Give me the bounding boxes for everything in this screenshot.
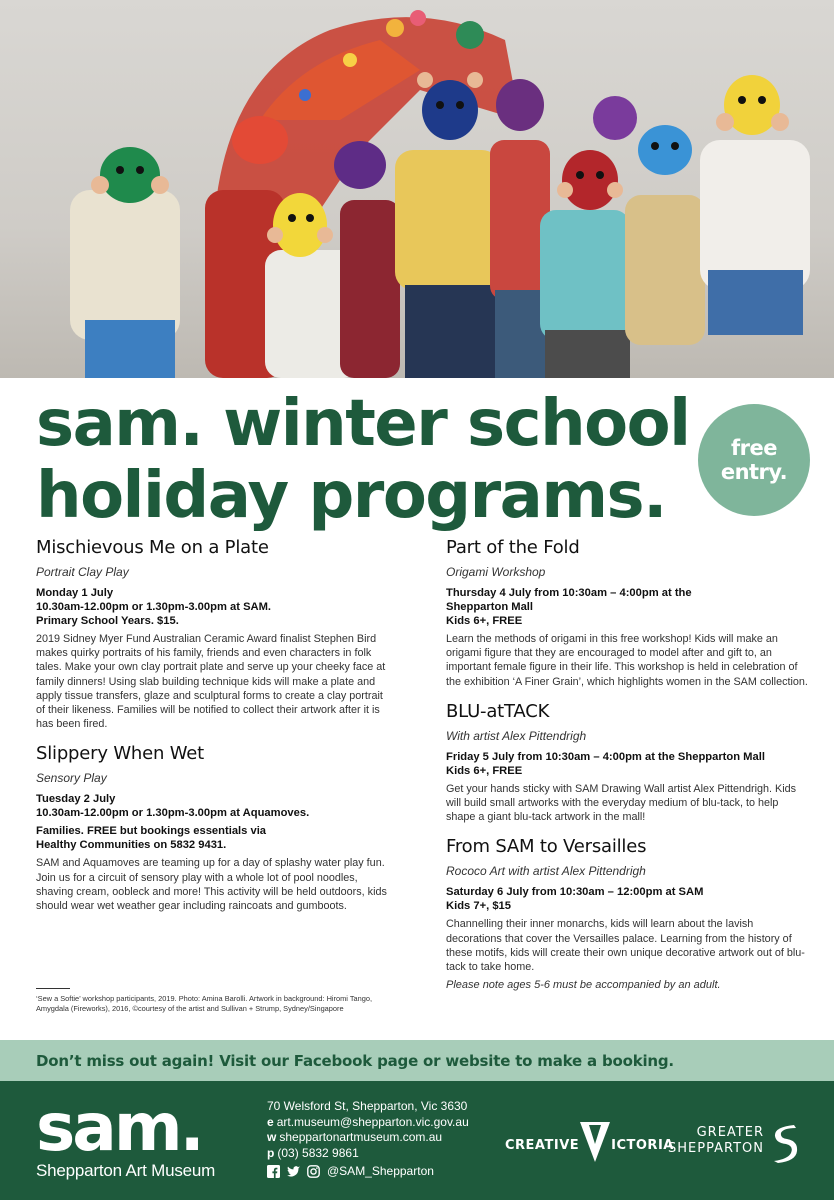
program-audience: Primary School Years. $15.	[36, 615, 179, 627]
program-date: Monday 1 July	[36, 587, 114, 599]
program-mischievous-me	[36, 537, 390, 731]
facebook-icon[interactable]	[267, 1165, 280, 1178]
twitter-icon[interactable]	[287, 1165, 300, 1178]
program-details	[446, 885, 810, 913]
program-subtitle: Sensory Play	[36, 771, 107, 786]
program-subtitle: Portrait Clay Play	[36, 565, 129, 579]
program-description: SAM and Aquamoves are teaming up for a day of splashy water play fun. Join us for a circuit of sensory play with a whole lot of pool noodles, shaving cream, oobleck and more! This activity will be held outdoors, kids should wear wet weather gear including raincoats and gumboots.	[36, 857, 387, 913]
contact-details	[267, 1099, 469, 1180]
program-subtitle: Origami Workshop	[446, 565, 546, 579]
program-date: Thursday 4 July from 10:30am – 4:00pm at the	[446, 587, 692, 599]
website-link[interactable]: sheppartonartmuseum.com.au	[279, 1130, 443, 1144]
programs-left-column	[36, 537, 390, 925]
page-title	[36, 388, 696, 532]
title-line-2: holiday programs.	[36, 459, 666, 533]
program-note: Please note ages 5-6 must be accompanied by an adult.	[446, 979, 721, 992]
title-line-1: sam. winter school	[36, 387, 690, 461]
creative-victoria-text-right: ICTORIA	[611, 1137, 674, 1153]
program-details	[446, 750, 810, 778]
address: 70 Welsford St, Shepparton, Vic 3630	[267, 1099, 468, 1113]
program-date: Friday 5 July from 10:30am – 4:00pm at the Shepparton Mall	[446, 750, 765, 763]
program-description: Learn the methods of origami in this free workshop! Kids will make an origami figure that they are encouraged to model after and gift to, an important female figure in their life. This workshop is held in celebration of the exhibition ‘A Finer Grain’, which highlights women in the SAM collection.	[446, 633, 808, 688]
program-details	[446, 586, 810, 628]
victoria-v-mark-icon	[580, 1122, 610, 1162]
email-label: e	[267, 1114, 274, 1129]
photo-credit: ‘Sew a Softie’ workshop participants, 2019. Photo: Amina Barolli. Artwork in background: Hiromi Tango, Amygdala (Fireworks), 2016, ©courtesy of the artist and Sullivan + Strump, Sydney/Singapore	[36, 994, 373, 1013]
sam-logo: sam.	[36, 1089, 202, 1166]
email-link[interactable]: art.museum@shepparton.vic.gov.au	[276, 1114, 469, 1129]
program-audience: Kids 6+, FREE	[446, 764, 523, 777]
phone-number: (03) 5832 9861	[277, 1145, 359, 1160]
program-time: 10.30am-12.00pm or 1.30pm-3.00pm at SAM.	[36, 601, 272, 613]
program-date: Saturday 6 July from 10:30am – 12:00pm at SAM	[446, 886, 704, 899]
banner-text: Don’t miss out again! Visit our Facebook page or website to make a booking.	[36, 1051, 674, 1070]
booking-banner	[0, 1040, 834, 1081]
program-part-of-the-fold	[446, 537, 810, 689]
program-details	[36, 792, 390, 852]
program-description: 2019 Sidney Myer Fund Australian Ceramic Award finalist Stephen Bird makes quirky portraits of his family, friends and even characters in folk tales. Make your own clay portrait plate and serve up your cheeky face at family dinners! Using slab building technique kids will make a plate and apply tissue transfers, glaze and sculptural forms to create a clay portrait of their likeness. Families will be notified to collect their artwork after it is has been fired.	[36, 633, 386, 731]
program-time: 10.30am-12.00pm or 1.30pm-3.00pm at Aquamoves.	[36, 807, 310, 820]
footer	[0, 1081, 834, 1200]
program-audience: Kids 6+, FREE	[446, 615, 523, 627]
website-label: w	[267, 1130, 277, 1144]
program-location: Shepparton Mall	[446, 601, 534, 613]
credit-divider	[36, 988, 70, 989]
program-subtitle: With artist Alex Pittendrigh	[446, 728, 587, 743]
hero-photo	[0, 0, 834, 378]
program-sam-to-versailles	[446, 836, 810, 992]
program-description: Get your hands sticky with SAM Drawing Wall artist Alex Pittendrigh. Kids will build small artworks with the everyday medium of blu-tack, to help shape a giant blu-tack artwork in the mall!	[446, 782, 797, 824]
creative-victoria-text-left: CREATIVE	[505, 1137, 580, 1153]
instagram-icon[interactable]	[307, 1165, 320, 1178]
social-row	[267, 1164, 469, 1180]
programs-right-column	[446, 537, 810, 1004]
program-audience: Families. FREE but bookings essentials via	[36, 825, 267, 838]
program-details	[36, 586, 390, 628]
program-title: BLU-atTACK	[446, 700, 550, 722]
program-title: Slippery When Wet	[36, 743, 205, 765]
badge-line-1: free	[731, 436, 777, 460]
sam-logo-subtitle: Shepparton Art Museum	[36, 1161, 216, 1180]
email-line	[267, 1115, 469, 1131]
greater-shepparton-line-1: GREATER	[696, 1125, 764, 1140]
free-entry-badge	[698, 404, 810, 516]
greater-shepparton-logo	[662, 1123, 802, 1163]
hero-illustration	[0, 0, 834, 378]
program-subtitle: Rococo Art with artist Alex Pittendrigh	[446, 864, 646, 879]
program-title: Part of the Fold	[446, 537, 580, 558]
website-line	[267, 1130, 469, 1146]
program-blu-attack	[446, 701, 810, 825]
greater-shepparton-line-2: SHEPPARTON	[668, 1141, 764, 1156]
program-description: Channelling their inner monarchs, kids will learn about the lavish decorations that cover the Versailles palace. Learning from the history of these motifs, kids will create their own unique decorative artwork out of blu-tack to take home.	[446, 918, 805, 974]
badge-line-2: entry.	[720, 460, 788, 484]
program-booking: Healthy Communities on 5832 9431.	[36, 839, 227, 852]
program-date: Tuesday 2 July	[36, 793, 116, 806]
phone-line	[267, 1146, 469, 1162]
program-slippery-when-wet	[36, 743, 390, 913]
greater-shepparton-s-icon	[770, 1123, 798, 1163]
creative-victoria-logo	[505, 1128, 674, 1162]
program-title: Mischievous Me on a Plate	[36, 537, 269, 558]
phone-label: p	[267, 1145, 275, 1160]
program-audience: Kids 7+, $15	[446, 900, 511, 913]
social-handle[interactable]: @SAM_Shepparton	[327, 1164, 434, 1178]
greater-shepparton-text	[662, 1125, 764, 1157]
program-title: From SAM to Versailles	[446, 836, 647, 858]
